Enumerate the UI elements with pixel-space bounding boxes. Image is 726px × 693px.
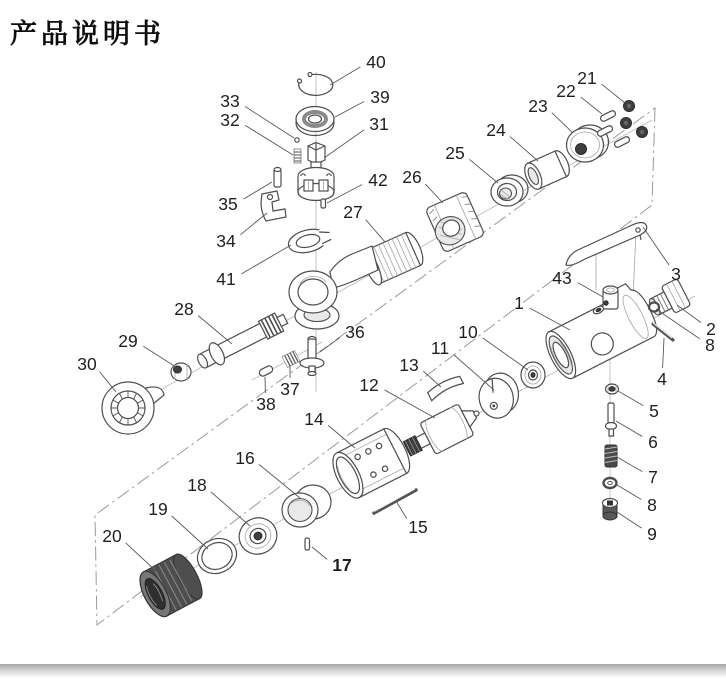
leader-line-22 [581, 97, 602, 114]
leader-line-20 [126, 543, 156, 571]
leader-line-25 [469, 159, 498, 183]
part-34-pawl [261, 191, 286, 221]
part-label-8: 8 [647, 495, 657, 515]
part-label-17: 17 [332, 555, 352, 575]
part-42-head-pin [321, 199, 326, 208]
part-label-41: 41 [216, 269, 236, 289]
part-label-16: 16 [235, 448, 255, 468]
part-label-3: 3 [671, 264, 681, 284]
part-label-2: 2 [706, 319, 716, 339]
part-label-10: 10 [458, 322, 478, 342]
part-38-plunger-pin [258, 365, 274, 378]
leader-line-43 [578, 283, 603, 297]
leader-line-17 [312, 547, 327, 559]
page-title: 产品说明书 [10, 19, 165, 49]
part-14-cylinder [327, 424, 416, 502]
part-31-drive-anvil [298, 143, 334, 201]
leader-line-40 [330, 67, 360, 85]
leader-line-32 [245, 125, 293, 155]
leader-line-31 [324, 130, 364, 158]
leader-line-23 [552, 113, 573, 133]
part-label-14: 14 [304, 409, 324, 429]
leader-line-24 [510, 137, 538, 161]
part-label-11: 11 [430, 338, 450, 358]
part-label-7: 7 [648, 467, 658, 487]
part-label-33: 33 [220, 91, 240, 111]
part-label-28: 28 [174, 299, 194, 319]
leader-line-33 [245, 107, 294, 138]
part-label-34: 34 [216, 231, 236, 251]
part-30-ratchet-yoke [102, 382, 164, 434]
leader-line-16 [259, 464, 300, 498]
part-43-valve-cylinder [603, 286, 618, 309]
part-41-spring-washer [286, 224, 335, 256]
part-17-dowel-pin [305, 538, 310, 550]
part-15-cylinder-pin [374, 489, 416, 513]
leader-line-41 [241, 245, 291, 274]
leader-line-14 [328, 425, 355, 448]
part-label-30: 30 [77, 354, 97, 374]
part-label-18: 18 [187, 475, 207, 495]
leader-line-34 [240, 213, 267, 235]
part-5-valve-nut [606, 384, 619, 394]
leader-line-2 [677, 305, 701, 323]
part-9-valve-plug [603, 499, 618, 521]
part-label-42: 42 [368, 170, 388, 190]
part-40-retaining-ring [298, 73, 333, 96]
part-label-9: 9 [647, 524, 657, 544]
part-label-26: 26 [402, 167, 422, 187]
leader-line-12 [385, 390, 435, 418]
part-label-15: 15 [408, 517, 428, 537]
part-36-drive-plunger [300, 337, 324, 376]
leader-line-9 [617, 512, 642, 528]
leader-line-36 [320, 337, 340, 352]
part-35-pawl-pin [274, 168, 281, 188]
part-33-steel-ball [295, 138, 299, 142]
part-label-23: 23 [528, 96, 548, 116]
part-8-o-ring-valve [604, 478, 617, 488]
leader-line-28 [198, 315, 232, 344]
part-label-22: 22 [556, 81, 576, 101]
part-label-29: 29 [118, 331, 138, 351]
part-18-front-bearing [233, 512, 282, 560]
part-label-21: 21 [577, 68, 597, 88]
part-39-head-bearing [296, 107, 334, 136]
leader-line-15 [396, 501, 407, 519]
part-label-20: 20 [102, 526, 122, 546]
leader-line-13 [423, 371, 441, 387]
part-label-31: 31 [369, 114, 389, 134]
part-13-rotor-vane [427, 374, 464, 401]
leader-line-39 [335, 101, 364, 117]
leader-line-30 [100, 372, 116, 392]
leader-line-5 [618, 391, 643, 406]
part-label-4: 4 [657, 369, 667, 389]
part-label-6: 6 [648, 432, 658, 452]
part-6-valve-stem [606, 403, 617, 436]
leader-line-6 [616, 421, 642, 437]
part-label-5: 5 [649, 401, 659, 421]
leader-line-29 [143, 346, 176, 367]
part-24-spacer-cylinder [521, 148, 573, 191]
leader-line-26 [425, 184, 443, 203]
leader-line-10 [483, 338, 528, 370]
part-label-32: 32 [220, 110, 240, 130]
leader-line-27 [366, 220, 385, 242]
part-label-37: 37 [280, 379, 300, 399]
part-7-valve-spring [605, 445, 617, 467]
part-37-plunger-spring [282, 350, 300, 367]
leader-line-21 [602, 84, 625, 103]
leader-line-7 [617, 457, 642, 472]
part-label-24: 24 [486, 120, 506, 140]
part-19-o-ring [192, 532, 242, 579]
part-16-front-plate-ring [282, 485, 331, 527]
leader-line-19 [172, 516, 208, 549]
part-28-crank-shaft [194, 308, 291, 373]
part-label-38: 38 [256, 394, 276, 414]
part-label-1: 1 [514, 293, 524, 313]
part-21-cap-screws [621, 101, 648, 138]
bottom-divider-bar [0, 664, 726, 678]
leader-line-8 [656, 309, 700, 339]
leader-line-3 [643, 227, 669, 265]
part-label-40: 40 [366, 52, 386, 72]
part-25-small-bearing [491, 175, 528, 206]
part-label-13: 13 [399, 355, 419, 375]
leader-line-4 [663, 338, 664, 368]
part-11-rear-end-plate [475, 370, 523, 421]
leader-line-18 [211, 492, 250, 526]
part-32-small-spring [294, 149, 301, 163]
part-label-43: 43 [552, 268, 572, 288]
part-label-39: 39 [370, 87, 390, 107]
leader-line-8 [617, 485, 641, 500]
part-label-35: 35 [218, 194, 238, 214]
part-label-25: 25 [445, 143, 465, 163]
part-label-12: 12 [359, 375, 379, 395]
part-label-36: 36 [345, 322, 365, 342]
part-label-27: 27 [343, 202, 363, 222]
part-label-8: 8 [705, 335, 715, 355]
part-26-coupling-nut [424, 191, 485, 253]
part-label-19: 19 [148, 499, 168, 519]
part-12-rotor [399, 397, 487, 465]
part-10-rear-bearing [521, 362, 545, 388]
leader-line-1 [530, 308, 570, 330]
